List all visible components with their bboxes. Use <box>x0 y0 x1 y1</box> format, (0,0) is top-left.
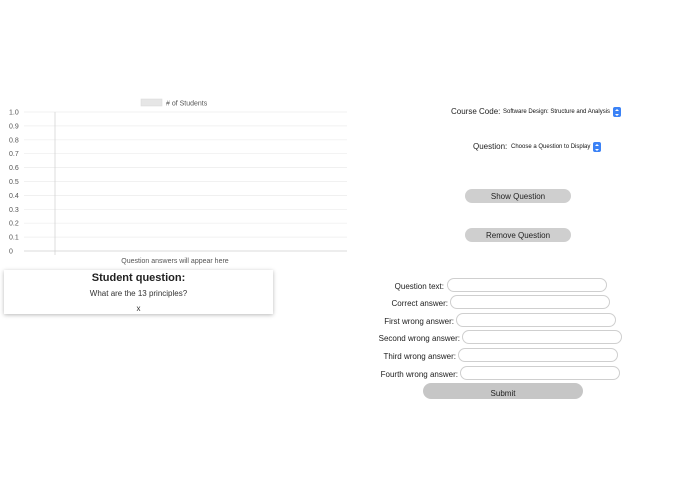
student-question-title: Student question: <box>91 272 186 284</box>
third-wrong-answer-label: Third wrong answer: <box>383 352 456 361</box>
legend-swatch <box>141 99 162 106</box>
y-tick-label: 1.0 <box>9 109 19 117</box>
y-tick-label: 0.1 <box>9 234 19 242</box>
correct-answer-label: Correct answer: <box>391 299 448 308</box>
legend-label: # of Students <box>166 100 208 108</box>
student-question-card <box>4 270 273 314</box>
correct-answer-input[interactable] <box>450 295 610 309</box>
y-tick-label: 0.8 <box>9 137 19 145</box>
x-axis-label: Question answers will appear here <box>121 258 229 265</box>
select-arrows-icon <box>593 142 601 152</box>
y-tick-label: 0.3 <box>9 206 19 214</box>
first-wrong-answer-label: First wrong answer: <box>384 317 454 326</box>
y-tick-label: 0.7 <box>9 151 19 159</box>
close-question-button[interactable]: x <box>136 304 141 313</box>
fourth-wrong-answer-input[interactable] <box>460 366 620 380</box>
question-text-label: Question text: <box>394 282 444 291</box>
question-label: Question: <box>473 142 508 151</box>
student-question-text: What are the 13 principles? <box>89 289 188 298</box>
y-tick-label: 0.6 <box>9 165 19 173</box>
question-text-input[interactable] <box>447 278 607 292</box>
question-select-value: Choose a Question to Display <box>511 144 591 150</box>
y-tick-label: 0.4 <box>9 192 19 200</box>
select-arrows-icon <box>613 107 621 117</box>
third-wrong-answer-input[interactable] <box>458 348 618 362</box>
course-code-label: Course Code: <box>451 107 501 116</box>
y-tick-label: 0 <box>9 248 13 256</box>
second-wrong-answer-label: Second wrong answer: <box>378 334 460 343</box>
course-code-select[interactable] <box>503 107 621 117</box>
student-answers-chart <box>0 95 360 267</box>
show-question-button[interactable]: Show Question <box>465 189 571 203</box>
first-wrong-answer-input[interactable] <box>456 313 616 327</box>
course-code-value: Software Design: Structure and Analysis <box>503 109 611 115</box>
y-tick-label: 0.2 <box>9 220 19 228</box>
question-select[interactable] <box>511 142 601 152</box>
fourth-wrong-answer-label: Fourth wrong answer: <box>380 370 458 379</box>
y-tick-label: 0.9 <box>9 123 19 131</box>
y-tick-label: 0.5 <box>9 179 19 186</box>
second-wrong-answer-input[interactable] <box>462 330 622 344</box>
remove-question-button[interactable]: Remove Question <box>465 228 571 242</box>
submit-button[interactable]: Submit <box>423 383 583 399</box>
